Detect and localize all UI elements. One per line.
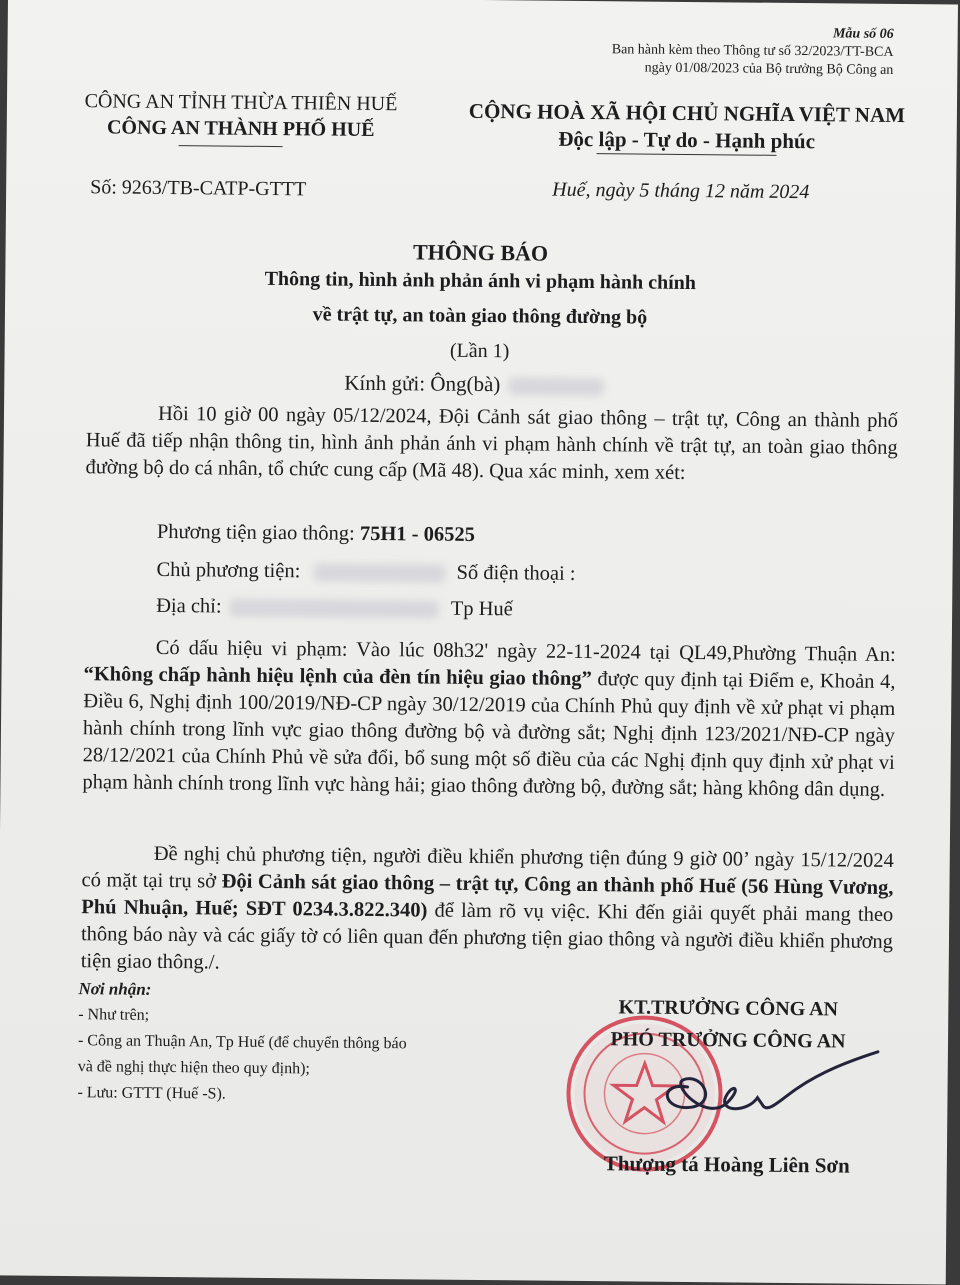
- phone-label: Số điện thoại :: [456, 561, 576, 585]
- nation-line1: CỘNG HOÀ XÃ HỘI CHỦ NGHĨA VIỆT NAM: [468, 98, 906, 128]
- redacted-address: [230, 599, 440, 619]
- document-title: THÔNG BÁO: [412, 239, 549, 266]
- agency-line1: CÔNG AN TỈNH THỪA THIÊN HUẾ: [84, 90, 398, 116]
- agency-underline: [179, 145, 283, 147]
- form-meta: [612, 23, 894, 80]
- signature-title: [558, 991, 899, 1058]
- owner-line: [156, 559, 575, 586]
- document-subtitle-1: Thông tin, hình ảnh phản ánh vi phạm hành chính: [264, 267, 697, 295]
- address-label: Địa chỉ:: [156, 594, 222, 618]
- document-subtitle-2: về trật tự, an toàn giao thông đường bộ: [312, 303, 648, 329]
- agency-line2: CÔNG AN THÀNH PHỐ HUẾ: [106, 116, 375, 141]
- document-number: Số: 9263/TB-CATP-GTTT: [90, 176, 307, 201]
- receiver-item: - Công an Thuận An, Tp Huế (để chuyển thông báo: [77, 1032, 407, 1053]
- receivers-title: Nơi nhận:: [78, 979, 152, 999]
- request-intro: Đề nghị chủ phương tiện, người điều khiển phương tiện đúng 9 giờ 00’ ngày 15/12/2024 có mặt tại trụ sở: [81, 842, 894, 893]
- violation-paragraph: [82, 634, 896, 804]
- request-location: Đội Cảnh sát giao thông – trật tự, Công an thành phố Huế (56 Hùng Vương, Phú Nhuận, Huế; SĐT 0234.3.822.340): [81, 870, 894, 922]
- signature-line1: KT.TRƯỞNG CÔNG AN: [618, 996, 839, 1021]
- nation-header: [447, 98, 927, 157]
- recipient-line: [344, 371, 604, 398]
- nation-motto: Độc lập - Tự do - Hạnh phúc: [558, 126, 816, 154]
- receiver-item: - Lưu: GTTT (Huế -S).: [77, 1084, 226, 1103]
- address-line: [156, 595, 513, 621]
- request-paragraph: [81, 840, 894, 983]
- document-date: Huế, ngày 5 tháng 12 năm 2024: [552, 178, 810, 204]
- agency-header: [61, 88, 421, 143]
- notice-round: (Lần 1): [449, 339, 510, 363]
- vehicle-plate: 75H1 - 06525: [359, 522, 476, 546]
- recipient-label: Kính gửi: Ông(bà): [344, 370, 501, 397]
- vehicle-line: [157, 521, 475, 547]
- receiver-item: và đề nghị thực hiện theo quy định);: [77, 1058, 311, 1078]
- request-instructions: để làm rõ vụ việc. Khi đến giải quyết phải mang theo thông báo này và các giấy tờ có liên quan đến phương tiện giao thông và người điều khiển phương tiện giao thông./.: [80, 899, 894, 974]
- receivers-block: [77, 976, 407, 1109]
- violation-intro: Có dấu hiệu vi phạm: Vào lúc 08h32' ngày 22-11-2024 tại QL49,Phường Thuận An:: [155, 636, 896, 666]
- signer-name: Thượng tá Hoàng Liên Sơn: [603, 1151, 850, 1178]
- vehicle-label: Phương tiện giao thông:: [156, 520, 361, 545]
- intro-paragraph: Hồi 10 giờ 00 ngày 05/12/2024, Đội Cảnh sát giao thông – trật tự, Công an thành phố Huế đã tiếp nhận thông tin, hình ảnh phản ánh vi phạm hành chính về trật tự, an toàn giao thông đường bộ do cá nhân, tổ chức cung cấp (Mã 48). Qua xác minh, xem xét:: [85, 402, 899, 484]
- form-issued-line2: ngày 01/08/2023 của Bộ trưởng Bộ Công an: [644, 60, 894, 78]
- address-city: Tp Huế: [450, 597, 513, 621]
- owner-label: Chủ phương tiện:: [156, 558, 306, 583]
- form-number: Mẫu số 06: [832, 26, 894, 42]
- redacted-name: [508, 377, 604, 396]
- receiver-item: - Như trên;: [78, 1006, 150, 1024]
- redacted-owner: [313, 564, 445, 583]
- violation-legal-basis: được quy định tại Điểm e, Khoản 4, Điều 6, Nghị định 100/2019/NĐ-CP ngày 30/12/2019 của Chính Phủ quy định về xử phạt vi phạm hành chính trong lĩnh vực giao thông đường bộ và đường sắt; Nghị định 123/2021/NĐ-CP ngày 28/12/2021 của Chính Phủ về sửa đổi, bổ sung một số điều của các Nghị định quy định xử phạt vi phạm hành chính trong lĩnh vực hàng hải; giao thông đường bộ, đường sắt; hàng không dân dụng.: [82, 668, 896, 801]
- violation-description: “Không chấp hành hiệu lệnh của đèn tín hiệu giao thông”: [83, 663, 592, 691]
- form-issued-line1: Ban hành kèm theo Thông tư số 32/2023/TT-BCA: [611, 42, 894, 60]
- signature-line2: PHÓ TRƯỞNG CÔNG AN: [610, 1028, 846, 1053]
